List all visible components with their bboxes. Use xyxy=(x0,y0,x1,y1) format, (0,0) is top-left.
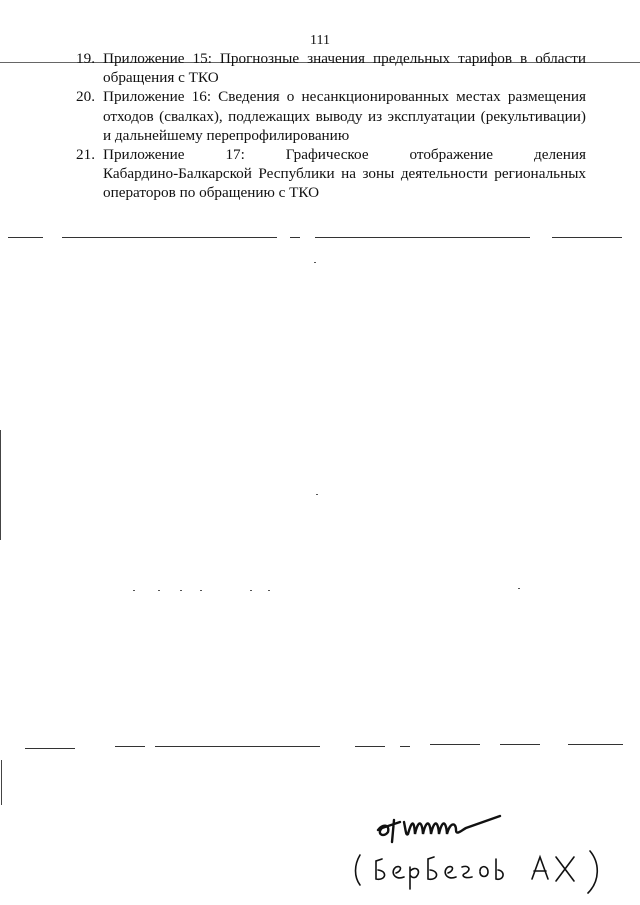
item-text: Приложение 16: Сведения о несанкционированных местах размещения отходов (свалках), подлежащих выводу из эксплуатации (рекультивации) и дальнейшему перепрофилированию xyxy=(103,88,586,144)
scan-artifact-dot xyxy=(158,590,160,591)
scan-artifact-line xyxy=(290,237,300,238)
scan-artifact-dot xyxy=(518,588,520,589)
list-item xyxy=(76,87,586,145)
scan-artifact-line xyxy=(552,237,622,238)
appendix-list xyxy=(76,49,586,203)
list-item xyxy=(76,49,586,87)
scan-artifact-dot xyxy=(133,590,135,591)
scan-edge-mark xyxy=(0,430,1,540)
item-number: 20. xyxy=(76,88,95,106)
scan-artifact-line xyxy=(400,746,410,747)
scan-artifact-line xyxy=(500,744,540,745)
scan-edge-mark xyxy=(1,760,2,805)
scan-artifact-dot xyxy=(200,590,202,591)
scan-artifact-line xyxy=(155,746,320,747)
scan-artifact-dot xyxy=(180,590,182,591)
item-number: 19. xyxy=(76,50,95,67)
scan-artifact-line xyxy=(355,746,385,747)
scan-artifact-dot xyxy=(250,590,252,591)
item-text-block xyxy=(103,145,586,203)
scan-artifact-line xyxy=(568,744,623,745)
item-text-rest: Кабардино-Балкарской Республики на зоны деятельности региональных операторов по обращению с ТКО xyxy=(103,165,586,202)
handwritten-signature xyxy=(370,808,520,848)
scan-artifact-dot xyxy=(268,590,270,591)
scan-artifact-line xyxy=(430,744,480,745)
scan-artifact-line xyxy=(62,237,277,238)
scan-artifact-dot xyxy=(314,262,316,263)
scan-artifact-dot xyxy=(316,494,318,495)
scan-artifact-line xyxy=(315,237,530,238)
page-number: 111 xyxy=(310,33,330,48)
scan-artifact-line xyxy=(115,746,145,747)
list-item xyxy=(76,145,586,203)
scan-artifact-line xyxy=(25,748,75,749)
item-text-first-line: Приложение 17: Графическое отображение деления xyxy=(103,146,586,164)
item-text: Приложение 15: Прогнозные значения предельных тарифов в области обращения с ТКО xyxy=(103,50,586,87)
scan-artifact-line xyxy=(8,237,43,238)
handwritten-name xyxy=(352,845,617,900)
item-number: 21. xyxy=(76,146,95,164)
